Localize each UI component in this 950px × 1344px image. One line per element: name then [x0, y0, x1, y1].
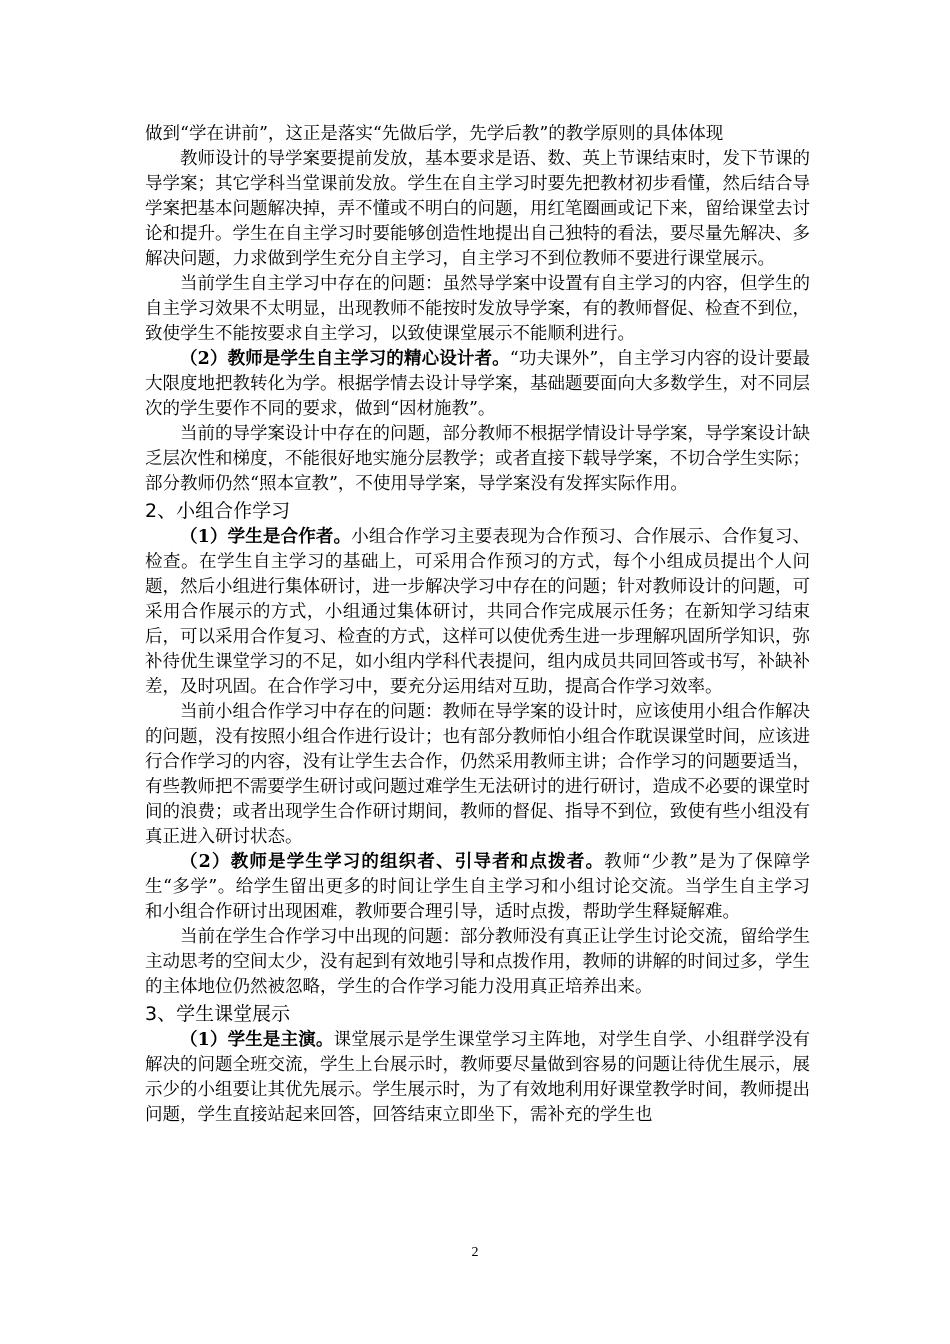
section-heading: 3、学生课堂展示 — [145, 1003, 291, 1025]
paragraph-1: 做到“学在讲前”，这正是落实“先做后学，先学后教”的教学原则的具体体现 — [145, 124, 724, 144]
page-number: 2 — [471, 1245, 479, 1260]
paragraph-8: （2）教师是学生学习的组织者、引导者和点拨者。教师“少教”是为了保障学生“多学”。给学生留出更多的时间让学生自主学习和小组讨论交流。当学生自主学习和小组合作研讨出现困难，教师要合理引导，适时点拨，帮助学生释疑解难。 — [145, 852, 810, 922]
paragraph-4: （2）教师是学生自主学习的精心设计者。“功夫课外”，自主学习内容的设计要最大限度地把教转化为学。根据学情去设计导学案，基础题要面向大多数学生，对不同层次的学生要作不同的要求，做到“因材施教”。 — [145, 349, 810, 419]
paragraph-lead: （2）教师是学生自主学习的精心设计者。 — [180, 349, 510, 369]
paragraph-lead: （1）学生是合作者。 — [180, 527, 352, 547]
paragraph-10: （1）学生是主演。课堂展示是学生课堂学习主阵地，对学生自学、小组群学没有解决的问题全班交流，学生上台展示时，教师要尽量做到容易的问题让待优生展示，展示少的小组要让其优先展示。学生展示时，为了有效地利用好课堂教学时间，教师提出问题，学生直接站起来回答，回答结束立即坐下，需补充的学生也 — [145, 1030, 810, 1125]
paragraph-7: 当前小组合作学习中存在的问题：教师在导学案的设计时，应该使用小组合作解决的问题，没有按照小组合作进行设计；也有部分教师怕小组合作耽误课堂时间，应该进行合作学习的内容，没有让学生去合作，仍然采用教师主讲；合作学习的问题要适当，有些教师把不需要学生研讨或问题过难学生无法研讨的进行研讨，造成不必要的课堂时间的浪费；或者出现学生合作研讨期间，教师的督促、指导不到位，致使有些小组没有真正进入研讨状态。 — [145, 702, 810, 847]
paragraph-9: 当前在学生合作学习中出现的问题：部分教师没有真正让学生讨论交流，留给学生主动思考的空间太少，没有起到有效地引导和点拨作用，教师的讲解的时间过多，学生的主体地位仍然被忽略，学生的合作学习能力没用真正培养出来。 — [145, 927, 810, 997]
paragraph-lead: （1）学生是主演。 — [180, 1030, 334, 1050]
section-heading: 2、小组合作学习 — [145, 500, 291, 522]
paragraph-3: 当前学生自主学习中存在的问题：虽然导学案中设置有自主学习的内容，但学生的自主学习效果不太明显，出现教师不能按时发放导学案，有的教师督促、检查不到位，致使学生不能按要求自主学习，以致使课堂展示不能顺利进行。 — [145, 274, 810, 344]
paragraph-5: 当前的导学案设计中存在的问题，部分教师不根据学情设计导学案，导学案设计缺乏层次性和梯度，不能很好地实施分层教学；或者直接下载导学案，不切合学生实际；部分教师仍然“照本宣教”，不使用导学案，导学案没有发挥实际作用。 — [145, 424, 810, 494]
document-body — [145, 122, 810, 1128]
paragraph-6: （1）学生是合作者。小组合作学习主要表现为合作预习、合作展示、合作复习、检查。在学生自主学习的基础上，可采用合作预习的方式，每个小组成员提出个人问题，然后小组进行集体研讨，进一步解决学习中存在的问题；针对教师设计的问题，可采用合作展示的方式，小组通过集体研讨，共同合作完成展示任务；在新知学习结束后，可以采用合作复习、检查的方式，这样可以使优秀生进一步理解巩固所学知识，弥补待优生课堂学习的不足，如小组内学科代表提问，组内成员共同回答或书写，补缺补差，及时巩固。在合作学习中，要充分运用结对互助，提高合作学习效率。 — [145, 527, 810, 697]
paragraph-lead: （2）教师是学生学习的组织者、引导者和点拨者。 — [180, 852, 605, 872]
paragraph-2: 教师设计的导学案要提前发放，基本要求是语、数、英上节课结束时，发下节课的导学案；其它学科当堂课前发放。学生在自主学习时要先把教材初步看懂，然后结合导学案把基本问题解决掉，弄不懂或不明白的问题，用红笔圈画或记下来，留给课堂去讨论和提升。学生在自主学习时要能够创造性地提出自己独特的看法，要尽量先解决、多解决问题，力求做到学生充分自主学习，自主学习不到位教师不要进行课堂展示。 — [145, 149, 810, 269]
